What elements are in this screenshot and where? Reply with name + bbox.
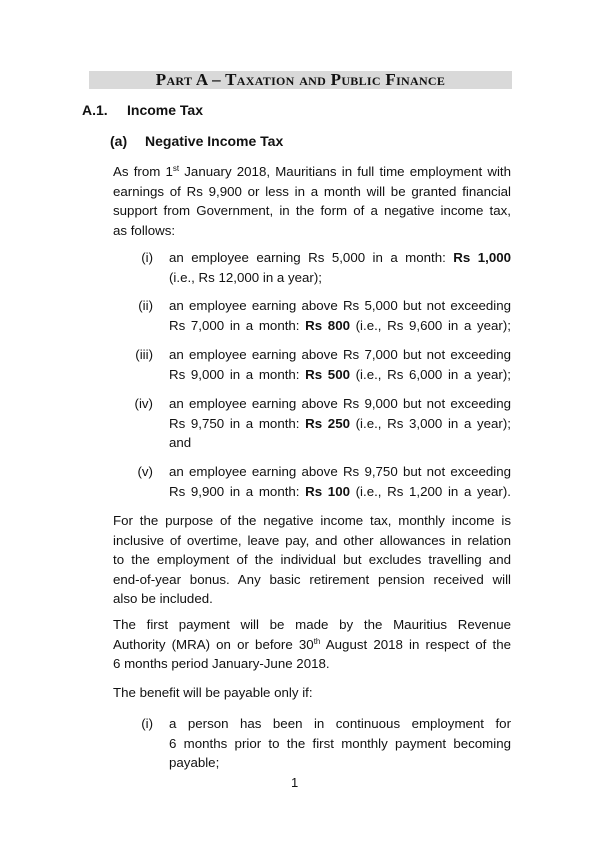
intro-paragraph: [113, 162, 511, 240]
list-item-number: (v): [137, 464, 153, 479]
intro-line: as follows:: [113, 222, 176, 238]
list-item-text: an employee earning above Rs 9,750 but not exceeding Rs 9,900 in a month: Rs 100 (i.e., Rs 1,200 in a year).: [169, 464, 511, 499]
list-item-text: an employee earning Rs 5,000 in a month: Rs 1,000 (i.e., Rs 12,000 in a year);: [169, 250, 511, 285]
section-title-banner: [89, 71, 512, 89]
intro-line: earnings of Rs 9,900 or less in a month will be granted financial: [113, 183, 511, 199]
list-item-number: (iii): [135, 347, 153, 362]
list-item-number: (i): [141, 250, 153, 265]
list-item-text: an employee earning above Rs 9,000 but not exceeding Rs 9,750 in a month: Rs 250 (i.e., Rs 3,000 in a year); and: [169, 396, 511, 450]
subheading-title: Negative Income Tax: [145, 133, 284, 149]
list-item-text: an employee earning above Rs 7,000 but not exceeding Rs 9,000 in a month: Rs 500 (i.e., Rs 6,000 in a year);: [169, 347, 511, 382]
intro-line: support from Government, in the form of a negative income tax,: [113, 203, 511, 218]
condition-item-number: (i): [141, 716, 153, 731]
page-number: 1: [291, 775, 299, 790]
intro-line: As from 1st January 2018, Mauritians in full time employment with: [113, 164, 511, 179]
list-item-number: (iv): [134, 396, 153, 411]
heading-number: A.1.: [82, 102, 108, 118]
condition-item-text: a person has been in continuous employment for 6 months prior to the first monthly payment becoming payable;: [169, 716, 511, 770]
first-payment-paragraph: The first payment will be made by the Mauritius Revenue Authority (MRA) on or before 30th August 2018 in respect of the 6 months period January-June 2018.: [113, 617, 511, 671]
income-definition-paragraph: For the purpose of the negative income tax, monthly income is inclusive of overtime, leave pay, and other allowances in relation to the employment of the individual but excludes travelling and end-of-year bonus. Any basic retirement pension received will also be included.: [113, 513, 511, 606]
benefit-condition-intro: The benefit will be payable only if:: [113, 685, 313, 700]
list-item-number: (ii): [138, 298, 153, 313]
subheading-label: (a): [110, 133, 128, 149]
section-title: Part A – Taxation and Public Finance: [155, 70, 446, 89]
list-item-text: an employee earning above Rs 5,000 but not exceeding Rs 7,000 in a month: Rs 800 (i.e., Rs 9,600 in a year);: [169, 298, 511, 333]
heading-title: Income Tax: [127, 102, 203, 118]
